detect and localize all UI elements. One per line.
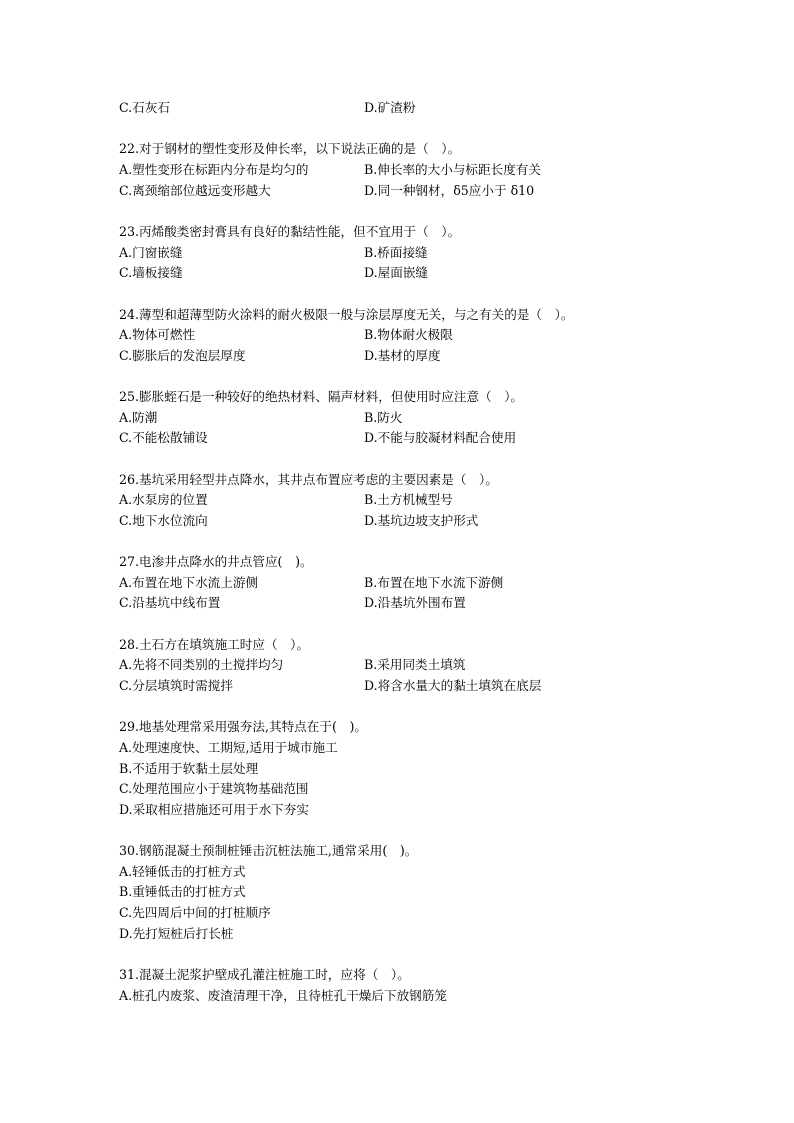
option-item: D.屋面嵌缝 <box>364 265 429 281</box>
option-row <box>119 655 679 676</box>
option-item: C.先四周后中间的打桩顺序 <box>119 904 271 920</box>
option-item: A.防潮 <box>119 409 158 425</box>
question-stem: 28.土石方在填筑施工时应（ ）。 <box>119 636 310 652</box>
question-block <box>119 470 679 532</box>
question-block <box>119 635 679 697</box>
option-row <box>119 408 679 429</box>
option-item: B.物体耐火极限 <box>364 327 453 343</box>
question-stem: 26.基坑采用轻型井点降水，其井点布置应考虑的主要因素是（ ）。 <box>119 471 498 487</box>
option-item: C.墙板接缝 <box>119 265 183 281</box>
document-page <box>119 98 679 1006</box>
option-row <box>119 160 679 181</box>
question-block <box>119 717 679 820</box>
option-item: D.采取相应措施还可用于水下夯实 <box>119 801 309 817</box>
option-item: C.地下水位流向 <box>119 512 208 528</box>
option-row <box>119 490 679 511</box>
spacer <box>119 284 679 305</box>
option-item: D.不能与胶凝材料配合使用 <box>364 430 517 446</box>
question-block <box>119 305 679 367</box>
option-item: C.离颈缩部位越远变形越大 <box>119 182 271 198</box>
question-stem: 27.电渗井点降水的井点管应( )。 <box>119 554 313 570</box>
option-item: A.轻锤低击的打桩方式 <box>119 863 246 879</box>
question-block <box>119 222 679 284</box>
spacer <box>119 697 679 718</box>
question-block <box>119 387 679 449</box>
question-stem: 24.薄型和超薄型防火涂料的耐火极限一般与涂层厚度无关，与之有关的是（ ）。 <box>119 306 574 322</box>
option-item: A.塑性变形在标距内分布是均匀的 <box>119 161 309 177</box>
option-d: D.矿渣粉 <box>364 100 416 115</box>
question-block <box>119 841 679 944</box>
option-item: A.处理速度快、工期短,适用于城市施工 <box>119 740 338 756</box>
option-item: D.同一种钢材，δ5应小于 δ10 <box>364 182 535 198</box>
spacer <box>119 119 679 140</box>
spacer <box>119 614 679 635</box>
option-row <box>119 346 679 367</box>
option-item: B.不适用于软黏土层处理 <box>119 760 259 776</box>
option-row <box>119 98 679 119</box>
option-item: A.门窗嵌缝 <box>119 244 183 260</box>
option-item: D.先打短桩后打长桩 <box>119 925 234 941</box>
option-item: D.沿基坑外围布置 <box>364 595 466 611</box>
option-item: C.不能松散铺设 <box>119 430 208 446</box>
option-item: C.处理范围应小于建筑物基础范围 <box>119 781 309 797</box>
question-stem: 30.钢筋混凝土预制桩锤击沉桩法施工,通常采用( )。 <box>119 843 418 859</box>
option-c: C.石灰石 <box>119 100 170 115</box>
question-stem: 25.膨胀蛭石是一种较好的绝热材料、隔声材料，但使用时应注意（ ）。 <box>119 389 524 405</box>
option-row <box>119 263 679 284</box>
option-row <box>119 511 679 532</box>
option-item: C.分层填筑时需搅拌 <box>119 678 233 694</box>
option-row <box>119 325 679 346</box>
option-row <box>119 573 679 594</box>
option-item: A.布置在地下水流上游侧 <box>119 574 259 590</box>
option-item: C.沿基坑中线布置 <box>119 595 221 611</box>
question-block <box>119 965 679 1006</box>
question-stem: 23.丙烯酸类密封膏具有良好的黏结性能，但不宜用于（ ）。 <box>119 223 461 239</box>
option-item: A.先将不同类别的土搅拌均匀 <box>119 657 284 673</box>
option-item: B.防火 <box>364 409 403 425</box>
option-item: A.桩孔内废浆、废渣清理干净，且待桩孔干燥后下放钢筋笼 <box>119 987 447 1003</box>
option-row <box>119 593 679 614</box>
option-row <box>119 428 679 449</box>
question-stem: 29.地基处理常采用强夯法,其特点在于( )。 <box>119 719 367 735</box>
question-block <box>119 139 679 201</box>
question-stem: 31.混凝土泥浆护壁成孔灌注桩施工时，应将（ ）。 <box>119 966 410 982</box>
option-item: D.将含水量大的黏土填筑在底层 <box>364 678 542 694</box>
question-block <box>119 552 679 614</box>
option-item: D.基材的厚度 <box>364 347 441 363</box>
option-item: A.物体可燃性 <box>119 327 196 343</box>
option-item: A.水泵房的位置 <box>119 492 208 508</box>
spacer <box>119 820 679 841</box>
spacer <box>119 531 679 552</box>
option-item: B.重锤低击的打桩方式 <box>119 884 246 900</box>
option-item: B.采用同类土填筑 <box>364 657 466 673</box>
option-item: B.布置在地下水流下游侧 <box>364 574 504 590</box>
spacer <box>119 944 679 965</box>
option-item: D.基坑边坡支护形式 <box>364 512 479 528</box>
option-row <box>119 181 679 202</box>
option-item: B.桥面接缝 <box>364 244 428 260</box>
option-row <box>119 676 679 697</box>
option-item: B.土方机械型号 <box>364 492 453 508</box>
spacer <box>119 201 679 222</box>
option-row <box>119 243 679 264</box>
option-item: C.膨胀后的发泡层厚度 <box>119 347 246 363</box>
spacer <box>119 449 679 470</box>
spacer <box>119 366 679 387</box>
question-stem: 22.对于钢材的塑性变形及伸长率，以下说法正确的是（ ）。 <box>119 141 461 157</box>
option-item: B.伸长率的大小与标距长度有关 <box>364 161 541 177</box>
